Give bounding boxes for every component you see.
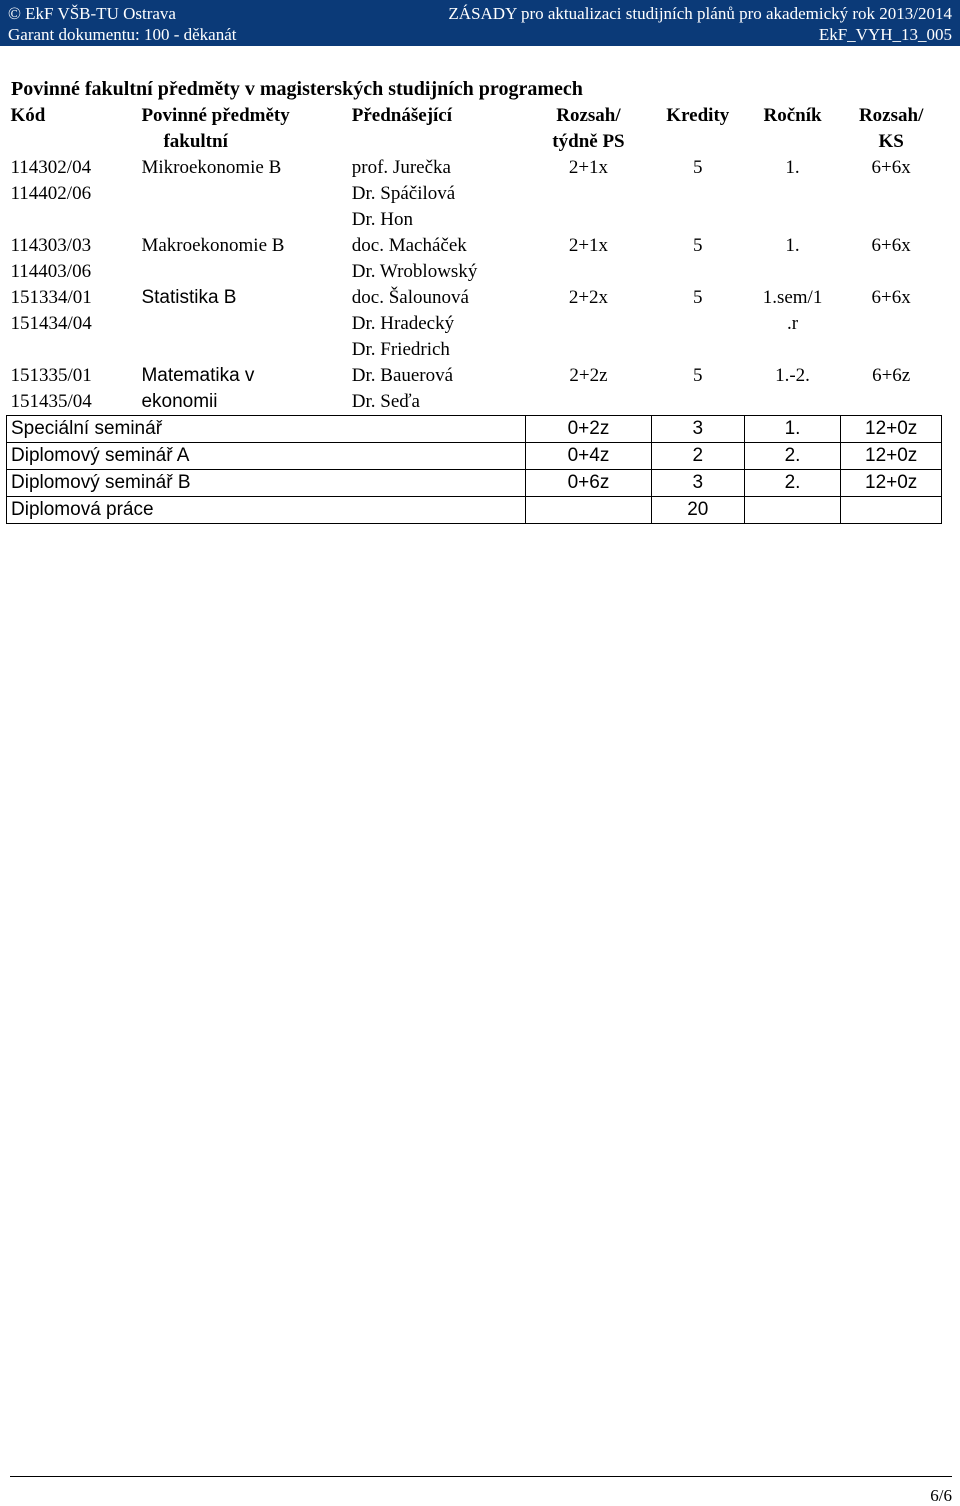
cell-prednasejici: Dr. Friedrich bbox=[351, 339, 450, 360]
cell-predmet: Mikroekonomie B bbox=[141, 157, 282, 178]
cell-kod: 114402/06 bbox=[10, 183, 92, 204]
cell-rocnik bbox=[744, 497, 841, 524]
cell-ks: 12+0z bbox=[841, 470, 942, 497]
cell-rozsah: 0+4z bbox=[526, 443, 652, 470]
cell-prednasejici: Dr. Hradecký bbox=[351, 313, 455, 334]
cell-kod: 151435/04 bbox=[10, 391, 92, 412]
header-guarantor: Garant dokumentu: 100 - děkanát bbox=[8, 25, 237, 44]
cell-kod: 114303/03 bbox=[10, 235, 92, 256]
table-row-summary bbox=[7, 497, 942, 524]
header-kredity: Kredity bbox=[666, 105, 730, 126]
cell-rozsah bbox=[526, 497, 652, 524]
cell-kredity: 20 bbox=[651, 497, 744, 524]
header-rozsah: Rozsah/ týdně PS bbox=[552, 105, 625, 152]
cell-predmet: Makroekonomie B bbox=[141, 235, 285, 256]
cell-rocnik: 2. bbox=[744, 443, 841, 470]
cell-rocnik: 1. bbox=[785, 157, 800, 178]
table-row-summary bbox=[7, 416, 942, 443]
table-row-summary bbox=[7, 470, 942, 497]
cell-ks: 6+6x bbox=[871, 235, 911, 256]
table-row-summary bbox=[7, 443, 942, 470]
cell-rocnik: 1.sem/1 bbox=[762, 287, 823, 308]
cell-rozsah: 2+1x bbox=[568, 235, 609, 256]
cell-prednasejici: prof. Jurečka bbox=[351, 157, 451, 178]
cell-nazev: Diplomový seminář B bbox=[7, 470, 526, 497]
cell-prednasejici: doc. Macháček bbox=[351, 235, 467, 256]
cell-ks: 6+6x bbox=[871, 287, 911, 308]
cell-nazev: Diplomová práce bbox=[7, 497, 526, 524]
header-prednasejici: Přednášející bbox=[351, 105, 453, 126]
cell-kredity: 5 bbox=[693, 365, 703, 386]
cell-ks: 12+0z bbox=[841, 443, 942, 470]
header-kod: Kód bbox=[10, 105, 46, 126]
cell-rozsah: 2+2z bbox=[569, 365, 608, 386]
cell-ks: 6+6z bbox=[872, 365, 911, 386]
header-ks: Rozsah/ KS bbox=[858, 105, 924, 152]
header-predmety: Povinné předměty fakultní bbox=[141, 105, 290, 152]
cell-kredity: 3 bbox=[651, 470, 744, 497]
cell-rozsah: 2+1x bbox=[568, 157, 609, 178]
cell-ks: 6+6x bbox=[871, 157, 911, 178]
document-header bbox=[0, 0, 960, 46]
cell-rocnik: .r bbox=[786, 313, 799, 334]
cell-kod: 151434/04 bbox=[10, 313, 92, 334]
cell-prednasejici: Dr. Wroblowský bbox=[351, 261, 478, 282]
cell-nazev: Diplomový seminář A bbox=[7, 443, 526, 470]
cell-prednasejici: Dr. Spáčilová bbox=[351, 183, 456, 204]
cell-rozsah: 2+2x bbox=[568, 287, 609, 308]
cell-kredity: 5 bbox=[693, 157, 703, 178]
subjects-table bbox=[6, 103, 942, 524]
cell-prednasejici: Dr. Bauerová bbox=[351, 365, 454, 386]
cell-kod: 151335/01 bbox=[10, 365, 92, 386]
footer-rule bbox=[10, 1476, 952, 1477]
cell-predmet: ekonomii bbox=[141, 391, 218, 412]
table-row bbox=[7, 285, 942, 363]
cell-nazev: Speciální seminář bbox=[7, 416, 526, 443]
cell-predmet: Statistika B bbox=[141, 287, 237, 308]
cell-kod: 114403/06 bbox=[10, 261, 92, 282]
table-row bbox=[7, 155, 942, 233]
cell-predmet: Matematika v bbox=[141, 365, 255, 386]
cell-rocnik: 2. bbox=[744, 470, 841, 497]
cell-rozsah: 0+6z bbox=[526, 470, 652, 497]
header-title: ZÁSADY pro aktualizaci studijních plánů pro akademický rok 2013/2014 bbox=[448, 4, 952, 23]
table-row bbox=[7, 233, 942, 285]
cell-kredity: 2 bbox=[651, 443, 744, 470]
header-doc-code: EkF_VYH_13_005 bbox=[818, 25, 952, 44]
table-header-row bbox=[7, 103, 942, 155]
section-title: Povinné fakultní předměty v magisterských studijních programech bbox=[11, 78, 583, 100]
header-rocnik: Ročník bbox=[763, 105, 822, 126]
cell-prednasejici: doc. Šalounová bbox=[351, 287, 469, 308]
cell-rocnik: 1.-2. bbox=[775, 365, 810, 386]
cell-ks bbox=[841, 497, 942, 524]
cell-rocnik: 1. bbox=[744, 416, 841, 443]
cell-kod: 151334/01 bbox=[10, 287, 92, 308]
header-copyright: © EkF VŠB-TU Ostrava bbox=[8, 4, 176, 23]
cell-kod: 114302/04 bbox=[10, 157, 92, 178]
cell-prednasejici: Dr. Seďa bbox=[351, 391, 420, 412]
cell-kredity: 5 bbox=[693, 235, 703, 256]
cell-kredity: 3 bbox=[651, 416, 744, 443]
table-row bbox=[7, 363, 942, 416]
cell-kredity: 5 bbox=[693, 287, 703, 308]
cell-prednasejici: Dr. Hon bbox=[351, 209, 413, 230]
page-number: 6/6 bbox=[930, 1486, 952, 1505]
cell-rozsah: 0+2z bbox=[526, 416, 652, 443]
cell-ks: 12+0z bbox=[841, 416, 942, 443]
cell-rocnik: 1. bbox=[785, 235, 800, 256]
